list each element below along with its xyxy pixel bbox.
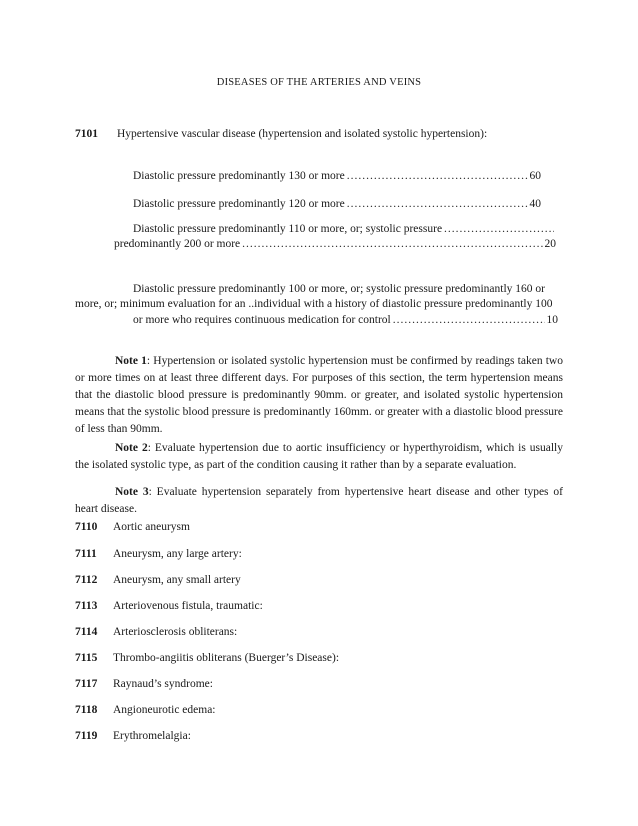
leader-dots (242, 236, 542, 253)
main-entry (75, 124, 487, 143)
rating-value: 20 (544, 238, 556, 250)
list-item (75, 730, 191, 742)
rating-label: Diastolic pressure predominantly 110 or more, or; systolic pressure (133, 223, 443, 235)
rating-label: or more who requires continuous medication for control (133, 314, 391, 326)
rating-line: Diastolic pressure predominantly 100 or more, or; systolic pressure predominantly 160 or (133, 283, 545, 295)
code-number: 7112 (75, 574, 98, 586)
note-label: Note 2 (115, 442, 148, 454)
code-number: 7113 (75, 600, 98, 612)
code-number: 7110 (75, 521, 98, 533)
rating-value: 60 (529, 170, 541, 182)
note-text: : Evaluate hypertension separately from hypertensive heart disease and other types of heart disease. (75, 486, 563, 515)
rating-row (133, 196, 541, 213)
note-text: : Evaluate hypertension due to aortic insufficiency or hyperthyroidism, which is usually the isolated systolic type, as part of the condition causing it rather than by a separate evaluation. (75, 442, 563, 471)
code-number: 7118 (75, 704, 98, 716)
code-label: Aneurysm, any large artery: (113, 548, 242, 560)
rating-value: 40 (529, 198, 541, 210)
code-number: 7115 (75, 652, 98, 664)
page-title: DISEASES OF THE ARTERIES AND VEINS (216, 77, 422, 88)
rating-row-line2 (114, 236, 556, 253)
leader-dots (347, 196, 528, 213)
note-text: : Hypertension or isolated systolic hypertension must be confirmed by readings taken two or more times on at least three different days. For purposes of this section, the term hypertension means that the diastolic blood pressure is predominantly 90mm. or greater, and isolated systolic hypertension means that the systolic blood pressure is predominantly 160mm. or greater with a diastolic blood pressure of less than 90mm. (75, 355, 563, 435)
list-item (75, 521, 190, 533)
code-label: Arteriovenous fistula, traumatic: (113, 600, 263, 612)
leader-dots (393, 312, 545, 329)
note-1 (75, 353, 563, 438)
list-item (75, 678, 213, 690)
code-label: Erythromelalgia: (113, 730, 191, 742)
code-number: 7111 (75, 548, 97, 560)
list-item (75, 626, 237, 638)
rating-label: Diastolic pressure predominantly 130 or more (133, 170, 345, 182)
list-item (75, 600, 263, 612)
rating-label: Diastolic pressure predominantly 120 or more (133, 198, 345, 210)
code-label: Aortic aneurysm (113, 521, 190, 533)
list-item (75, 574, 241, 586)
note-2 (75, 440, 563, 474)
code-label: Arteriosclerosis obliterans: (113, 626, 238, 638)
note-label: Note 1 (115, 355, 147, 367)
note-label: Note 3 (115, 486, 149, 498)
code-label: Thrombo-angiitis obliterans (Buerger’s Disease): (113, 652, 340, 664)
rating-value: 10 (546, 314, 558, 326)
code-label: Raynaud’s syndrome: (113, 678, 213, 690)
code-number: 7117 (75, 678, 98, 690)
rating-line: more, or; minimum evaluation for an ..individual with a history of diastolic pressure predominantly 100 (75, 298, 553, 310)
code-label: Angioneurotic edema: (113, 704, 216, 716)
code-number: 7119 (75, 730, 98, 742)
leader-dots (347, 168, 528, 185)
note-3 (75, 484, 563, 518)
rating-label-cont: predominantly 200 or more (114, 238, 241, 250)
code-label: Aneurysm, any small artery (113, 574, 241, 586)
main-entry-code: 7101 (75, 128, 98, 140)
list-item (75, 652, 339, 664)
list-item (75, 704, 216, 716)
rating-row (133, 168, 541, 185)
main-entry-label: Hypertensive vascular disease (hypertension and isolated systolic hypertension): (117, 128, 488, 140)
list-item (75, 548, 242, 560)
rating-row (133, 312, 558, 329)
code-number: 7114 (75, 626, 98, 638)
